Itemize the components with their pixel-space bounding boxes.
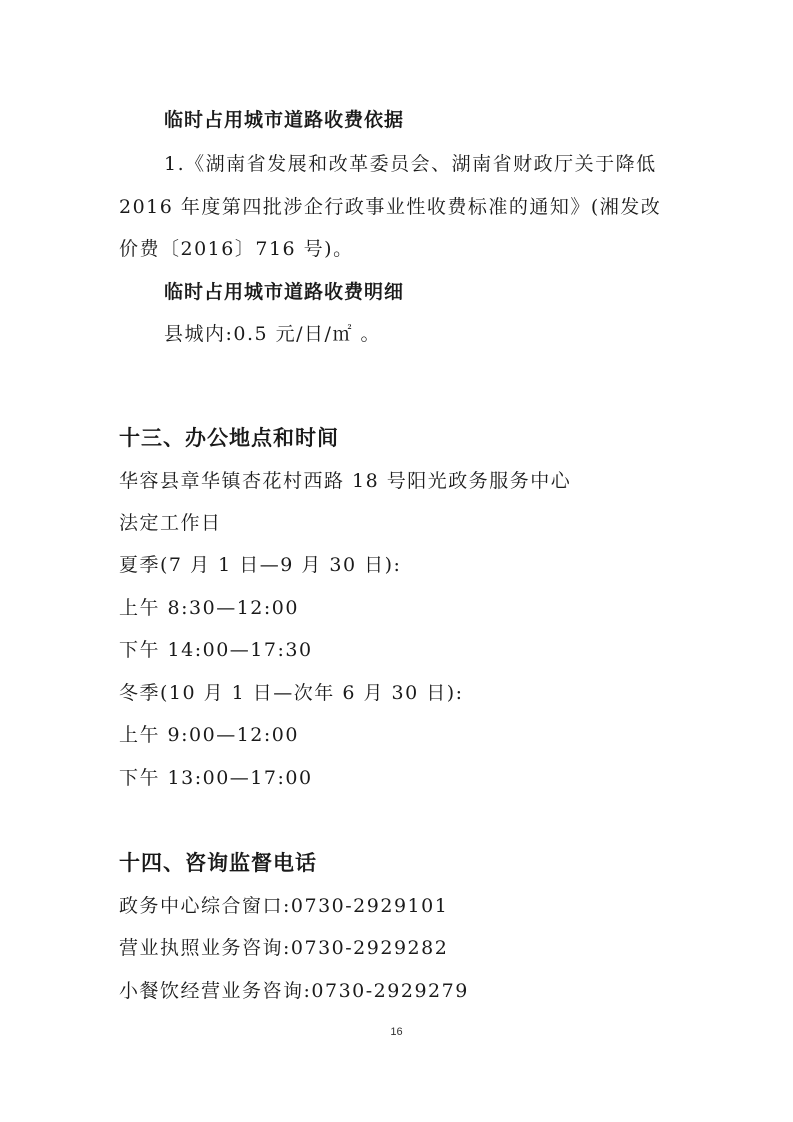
office-workdays: 法定工作日 (119, 512, 222, 534)
contact-line-2: 营业执照业务咨询:0730-2929282 (119, 937, 449, 959)
page-number: 16 (390, 1026, 403, 1038)
contact-heading: 十四、咨询监督电话 (119, 851, 317, 875)
winter-hours-label: 冬季(10 月 1 日—次年 6 月 30 日): (119, 682, 464, 704)
office-heading: 十三、办公地点和时间 (119, 426, 339, 450)
fee-basis-line-1: 1.《湖南省发展和改革委员会、湖南省财政厅关于降低 (164, 153, 657, 175)
fee-basis-heading: 临时占用城市道路收费依据 (164, 109, 405, 131)
fee-basis-line-2: 2016 年度第四批涉企行政事业性收费标准的通知》(湘发改 (119, 196, 662, 218)
contact-line-3: 小餐饮经营业务咨询:0730-2929279 (119, 980, 469, 1002)
winter-morning-hours: 上午 9:00—12:00 (119, 724, 299, 746)
fee-detail-heading: 临时占用城市道路收费明细 (164, 281, 405, 303)
summer-hours-label: 夏季(7 月 1 日—9 月 30 日): (119, 554, 402, 576)
fee-basis-line-3: 价费〔2016〕716 号)。 (119, 238, 354, 260)
summer-afternoon-hours: 下午 14:00—17:30 (119, 639, 313, 661)
contact-line-1: 政务中心综合窗口:0730-2929101 (119, 895, 449, 917)
winter-afternoon-hours: 下午 13:00—17:00 (119, 767, 313, 789)
summer-morning-hours: 上午 8:30—12:00 (119, 597, 299, 619)
office-address: 华容县章华镇杏花村西路 18 号阳光政务服务中心 (119, 470, 572, 492)
fee-detail-item: 县城内:0.5 元/日/㎡ 。 (164, 323, 381, 345)
